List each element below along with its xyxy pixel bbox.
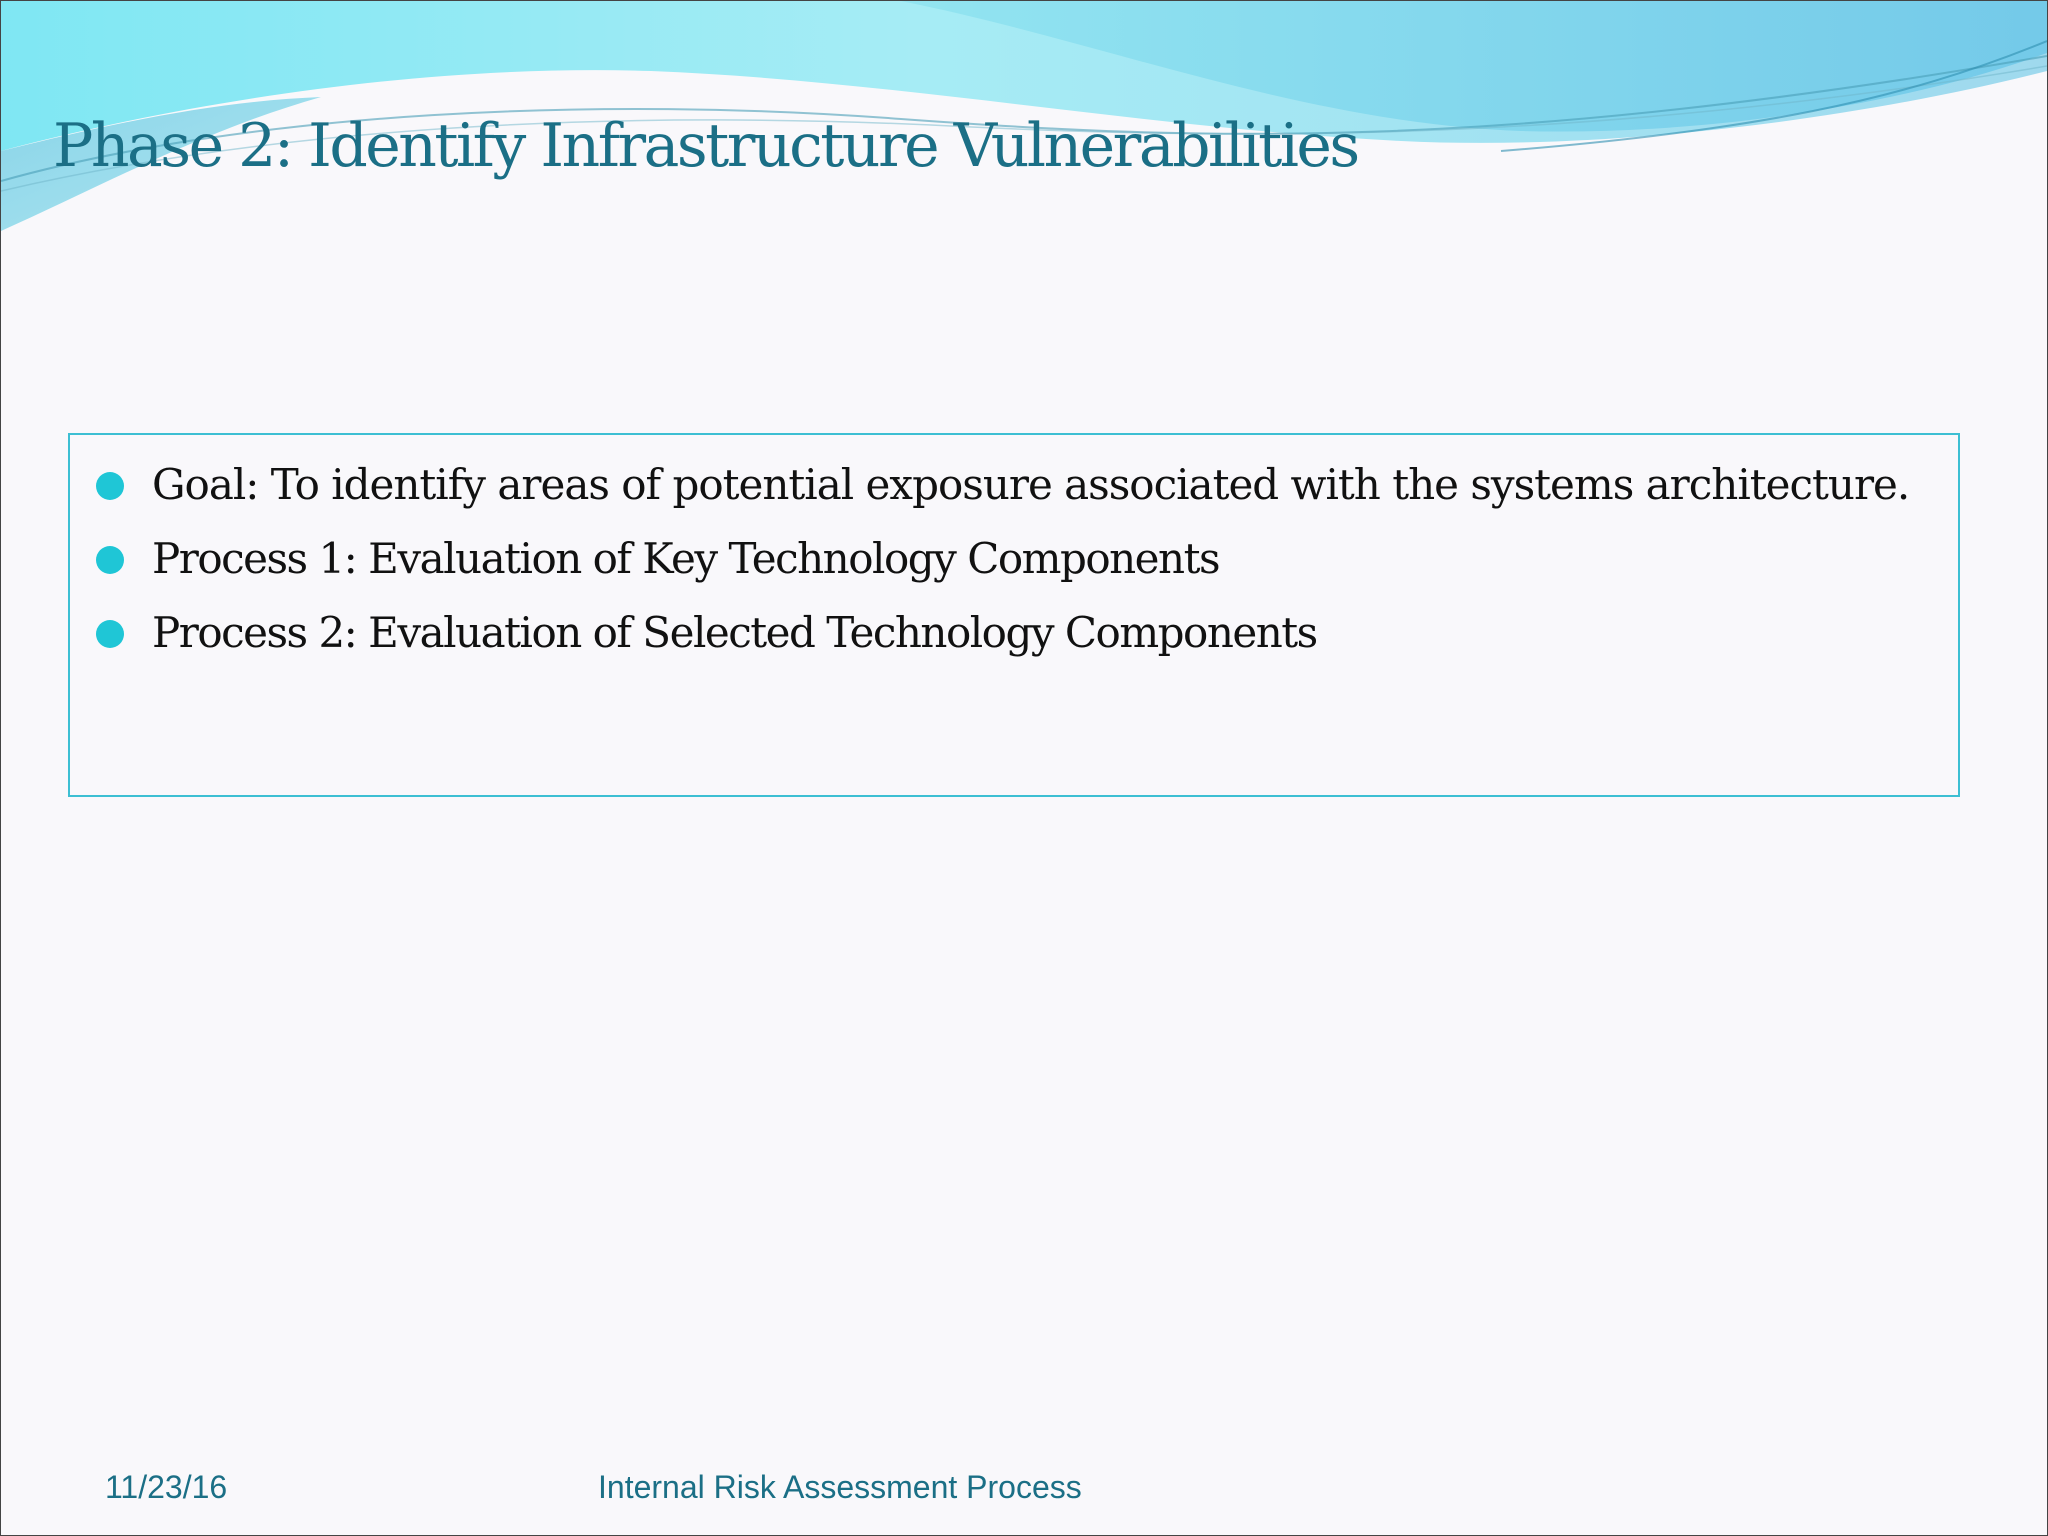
- bullet-text: Goal: To identify areas of potential exposure associated with the systems architecture.: [152, 460, 1910, 509]
- bullet-item-goal: [96, 455, 1932, 515]
- bullet-text: Process 2: Evaluation of Selected Technology Components: [152, 608, 1317, 657]
- bullet-dot-icon: [96, 546, 124, 574]
- footer-date: 11/23/16: [105, 1469, 228, 1505]
- bullet-text: Process 1: Evaluation of Key Technology Components: [152, 534, 1219, 583]
- bullet-item-process-1: [96, 529, 1932, 589]
- content-box: [68, 433, 1960, 797]
- slide-title: Phase 2: Identify Infrastructure Vulnerabilities: [53, 111, 1358, 181]
- bullet-item-process-2: [96, 603, 1932, 663]
- bullet-dot-icon: [96, 472, 124, 500]
- bullet-dot-icon: [96, 620, 124, 648]
- bullet-list: [96, 455, 1932, 677]
- footer-title: Internal Risk Assessment Process: [598, 1469, 1082, 1505]
